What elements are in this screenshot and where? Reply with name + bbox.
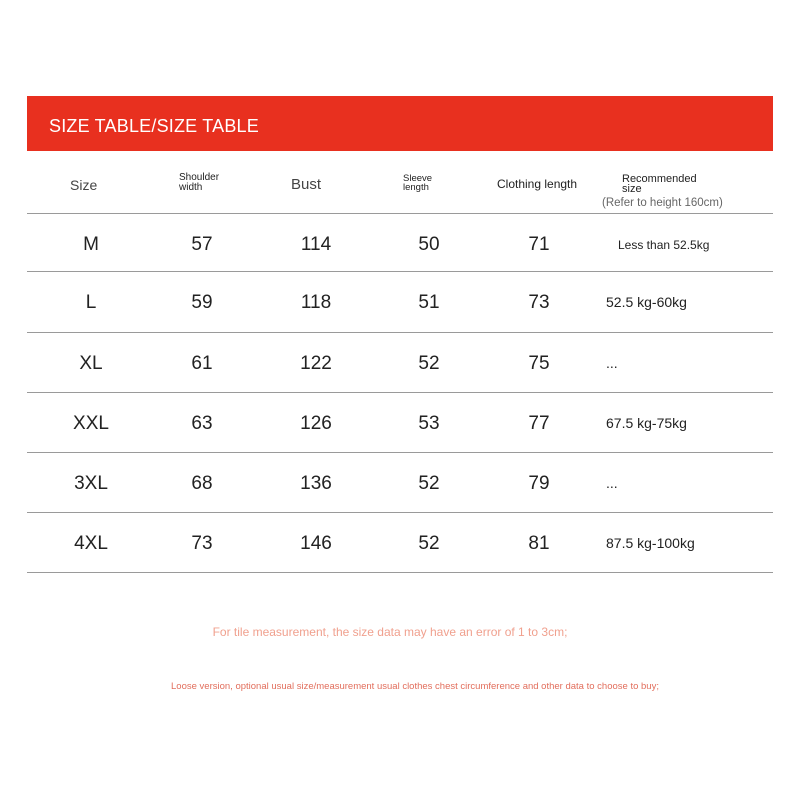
size-table-banner bbox=[27, 96, 773, 151]
header-recommended-line1: Recommended bbox=[622, 173, 697, 185]
header-clothing-length: Clothing length bbox=[497, 177, 578, 191]
cell-size: XXL bbox=[73, 413, 109, 434]
cell-length: 79 bbox=[528, 473, 550, 494]
header-recommended-size bbox=[622, 174, 732, 194]
banner-title: SIZE TABLE/SIZE TABLE bbox=[49, 116, 259, 136]
size-table bbox=[27, 151, 773, 573]
cell-shoulder: 68 bbox=[191, 473, 213, 494]
table-row bbox=[27, 333, 773, 393]
cell-shoulder: 59 bbox=[191, 292, 213, 313]
header-size: Size bbox=[70, 177, 98, 193]
cell-sleeve: 52 bbox=[418, 473, 440, 494]
header-sleeve-length bbox=[403, 174, 453, 192]
table-row bbox=[27, 214, 773, 272]
cell-shoulder: 63 bbox=[191, 413, 213, 434]
cell-size: XL bbox=[79, 353, 103, 374]
cell-length: 81 bbox=[528, 533, 550, 554]
cell-size: M bbox=[83, 234, 99, 255]
cell-sleeve: 52 bbox=[418, 533, 440, 554]
cell-shoulder: 57 bbox=[191, 234, 213, 255]
table-header-row bbox=[27, 151, 773, 214]
cell-shoulder: 61 bbox=[191, 353, 213, 374]
cell-shoulder: 73 bbox=[191, 533, 213, 554]
cell-bust: 122 bbox=[300, 353, 332, 374]
cell-recommended: 52.5 kg-60kg bbox=[606, 294, 687, 310]
cell-length: 77 bbox=[528, 413, 550, 434]
cell-recommended: ... bbox=[606, 475, 618, 491]
cell-size: L bbox=[85, 292, 97, 313]
cell-recommended: ... bbox=[606, 355, 618, 371]
header-shoulder-width bbox=[179, 173, 239, 193]
cell-length: 75 bbox=[528, 353, 550, 374]
cell-sleeve: 52 bbox=[418, 353, 440, 374]
header-shoulder-line1: Shoulder bbox=[179, 172, 220, 183]
cell-bust: 114 bbox=[300, 234, 332, 255]
cell-bust: 118 bbox=[300, 292, 332, 313]
cell-recommended: 67.5 kg-75kg bbox=[606, 415, 687, 431]
header-refer-note: (Refer to height 160cm) bbox=[602, 197, 723, 209]
cell-sleeve: 53 bbox=[418, 413, 440, 434]
table-row bbox=[27, 453, 773, 513]
header-shoulder-line2: width bbox=[179, 182, 203, 193]
cell-recommended: Less than 52.5kg bbox=[618, 238, 710, 252]
cell-bust: 126 bbox=[300, 413, 332, 434]
table-row bbox=[27, 393, 773, 453]
table-row bbox=[27, 513, 773, 573]
cell-sleeve: 50 bbox=[418, 234, 440, 255]
cell-bust: 146 bbox=[300, 533, 332, 554]
cell-bust: 136 bbox=[300, 473, 332, 494]
cell-size: 3XL bbox=[74, 473, 108, 494]
cell-recommended: 87.5 kg-100kg bbox=[606, 535, 695, 551]
fit-note: Loose version, optional usual size/measurement usual clothes chest circumference and other data to choose to buy; bbox=[171, 681, 659, 692]
cell-sleeve: 51 bbox=[418, 292, 440, 313]
header-recommended-line2: size bbox=[622, 183, 642, 195]
header-sleeve-line1: Sleeve bbox=[403, 173, 433, 184]
cell-length: 71 bbox=[528, 234, 550, 255]
cell-length: 73 bbox=[528, 292, 550, 313]
table-row bbox=[27, 272, 773, 333]
header-bust: Bust bbox=[291, 176, 322, 193]
cell-size: 4XL bbox=[74, 533, 108, 554]
header-sleeve-line2: length bbox=[403, 182, 429, 193]
measurement-note: For tile measurement, the size data may have an error of 1 to 3cm; bbox=[212, 625, 568, 639]
